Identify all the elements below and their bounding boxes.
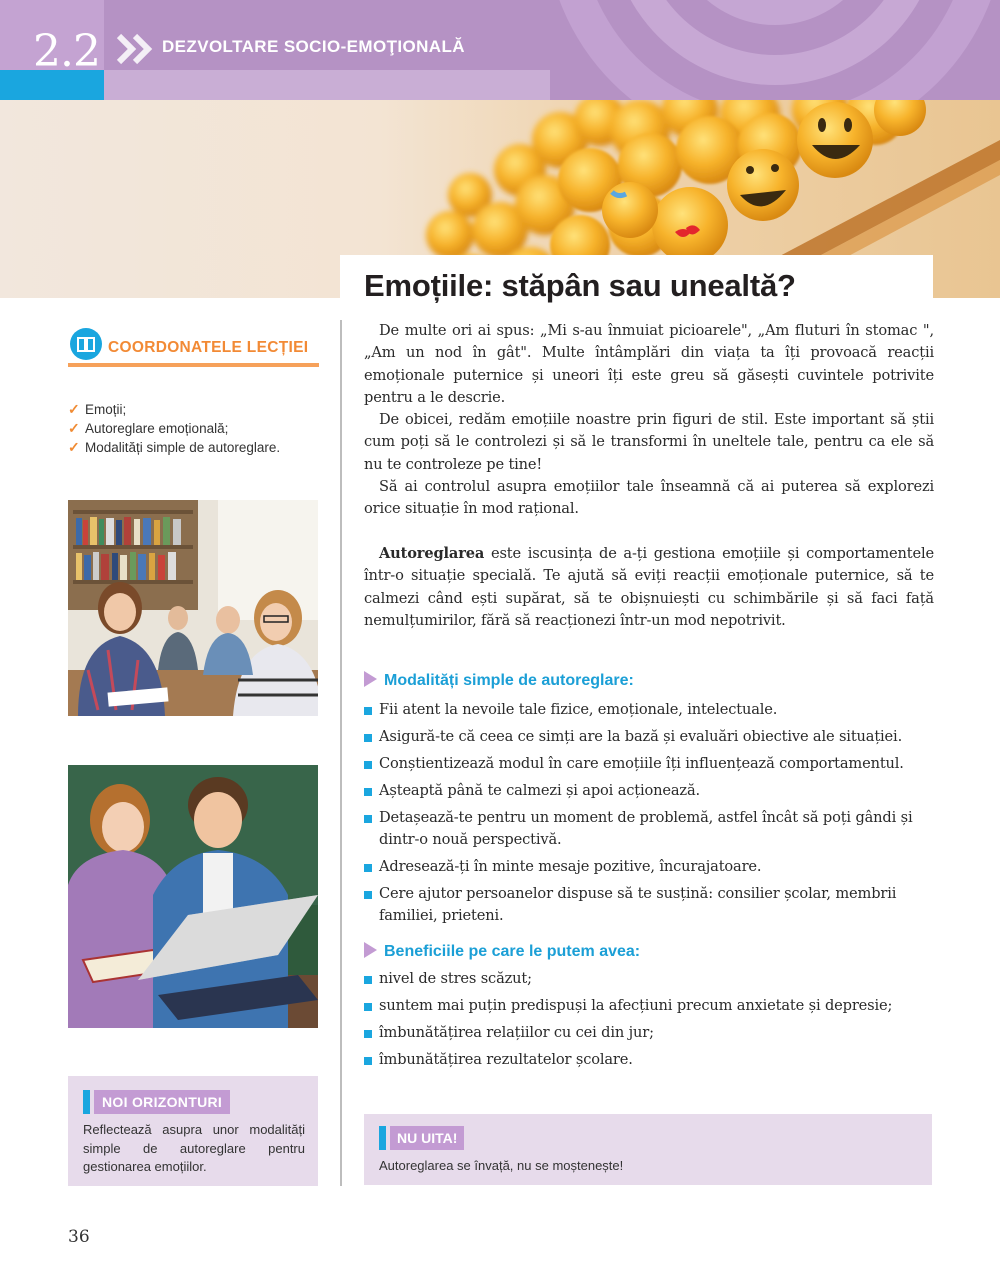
control-paragraph: Să ai controlul asupra emoțiilor tale înseamnă că ai puterea să explorezi orice situație în mod rațional. xyxy=(364,478,934,518)
square-bullet-icon xyxy=(364,707,372,715)
decorative-rings xyxy=(540,0,1000,100)
classroom-photo xyxy=(68,500,318,716)
square-bullet-icon xyxy=(364,1030,372,1038)
nu-uita-label: NU UITA! xyxy=(390,1126,464,1150)
lesson-number: 2.2 xyxy=(33,26,100,77)
coordinates-heading: COORDONATELE LECȚIEI xyxy=(108,339,309,356)
autoreglare-term: Autoreglarea xyxy=(379,545,485,562)
list-item: îmbunătățirea rezultatelor școlare. xyxy=(364,1049,934,1071)
list-item: Conștientizează modul în care emoțiile îți influențează comportamentul. xyxy=(364,753,934,775)
nu-uita-text: Autoreglarea se învață, nu se moștenește! xyxy=(379,1158,624,1173)
double-chevron-icon xyxy=(116,32,156,66)
coordinates-list xyxy=(68,400,328,457)
list-item: Detașează-te pentru un moment de problemă, astfel încât să poți gândi și dintr-o nouă perspectivă. xyxy=(364,807,934,851)
header-light-strip xyxy=(104,70,550,100)
square-bullet-icon xyxy=(364,891,372,899)
modalitati-heading: Modalități simple de autoreglare: xyxy=(364,671,634,690)
students-laptop-photo xyxy=(68,765,318,1028)
column-divider xyxy=(340,320,342,1186)
autoreglare-paragraph: Autoreglarea este iscusința de a-ți gestiona emoțiile și comportamentele într-o situație specială. Te ajută să eviți reacții emoționale puternice, să te calmezi când ești supărat, să te obișnuiești cu schimbările și să faci față nemulțumirilor, fără să reacționezi într-un mod nepotrivit. xyxy=(364,545,934,629)
beneficii-heading: Beneficiile pe care le putem avea: xyxy=(364,942,640,961)
list-item: ✓ Emoții; xyxy=(68,401,127,417)
checkmark-icon: ✓ xyxy=(68,401,80,417)
list-item: ✓ Autoreglare emoțională; xyxy=(68,420,229,436)
square-bullet-icon xyxy=(364,788,372,796)
page-title: Emoțiile: stăpân sau unealtă? xyxy=(364,268,796,303)
page-number: 36 xyxy=(68,1227,90,1247)
list-item: îmbunătățirea relațiilor cu cei din jur; xyxy=(364,1022,934,1044)
square-bullet-icon xyxy=(364,734,372,742)
nu-uita-accent xyxy=(379,1126,386,1150)
list-item: Fii atent la nevoile tale fizice, emoționale, intelectuale. xyxy=(364,699,934,721)
intro-paragraph: De multe ori ai spus: „Mi s-au înmuiat picioarele", „Am fluturi în stomac ", „Am un nod în gât". Multe întâmplări din viața ta îți provoacă reacții emoționale puternice și uneori îți este greu să găsești cuvintele potrivite pentru a le descrie. xyxy=(364,322,934,406)
list-item: nivel de stres scăzut; xyxy=(364,968,934,990)
noi-orizonturi-accent xyxy=(83,1090,90,1114)
square-bullet-icon xyxy=(364,864,372,872)
list-item: ✓ Modalități simple de autoreglare. xyxy=(68,439,281,455)
square-bullet-icon xyxy=(364,1003,372,1011)
modalitati-list xyxy=(364,699,934,932)
list-item: Asigură-te că ceea ce simți are la bază și evaluări obiective ale situației. xyxy=(364,726,934,748)
list-item: suntem mai puțin predispuși la afecțiuni precum anxietate și depresie; xyxy=(364,995,934,1017)
square-bullet-icon xyxy=(364,761,372,769)
checkmark-icon: ✓ xyxy=(68,420,80,436)
triangle-bullet-icon xyxy=(364,942,377,958)
noi-orizonturi-label: NOI ORIZONTURI xyxy=(94,1090,230,1114)
square-bullet-icon xyxy=(364,815,372,823)
list-item: Așteaptă până te calmezi și apoi acționează. xyxy=(364,780,934,802)
beneficii-list xyxy=(364,968,934,1076)
coordinates-underline xyxy=(68,363,319,367)
chapter-header-band xyxy=(0,0,1000,100)
list-item: Adresează-ți în minte mesaje pozitive, încurajatoare. xyxy=(364,856,934,878)
list-item: Cere ajutor persoanelor dispuse să te susțină: consilier școlar, membrii familiei, prieteni. xyxy=(364,883,934,927)
section-title: DEZVOLTARE SOCIO-EMOŢIONALĂ xyxy=(162,37,465,56)
checkmark-icon: ✓ xyxy=(68,439,80,455)
square-bullet-icon xyxy=(364,1057,372,1065)
figures-paragraph: De obicei, redăm emoțiile noastre prin figuri de stil. Este important să știi cum poți să le controlezi și să le transformi în uneltele tale, pentru ca ele să nu te controleze pe tine! xyxy=(364,411,934,473)
triangle-bullet-icon xyxy=(364,671,377,687)
book-icon xyxy=(70,328,102,360)
noi-orizonturi-text: Reflectează asupra unor modalități simple de autoreglare pentru gestionarea emoțiilor. xyxy=(83,1122,305,1174)
square-bullet-icon xyxy=(364,976,372,984)
